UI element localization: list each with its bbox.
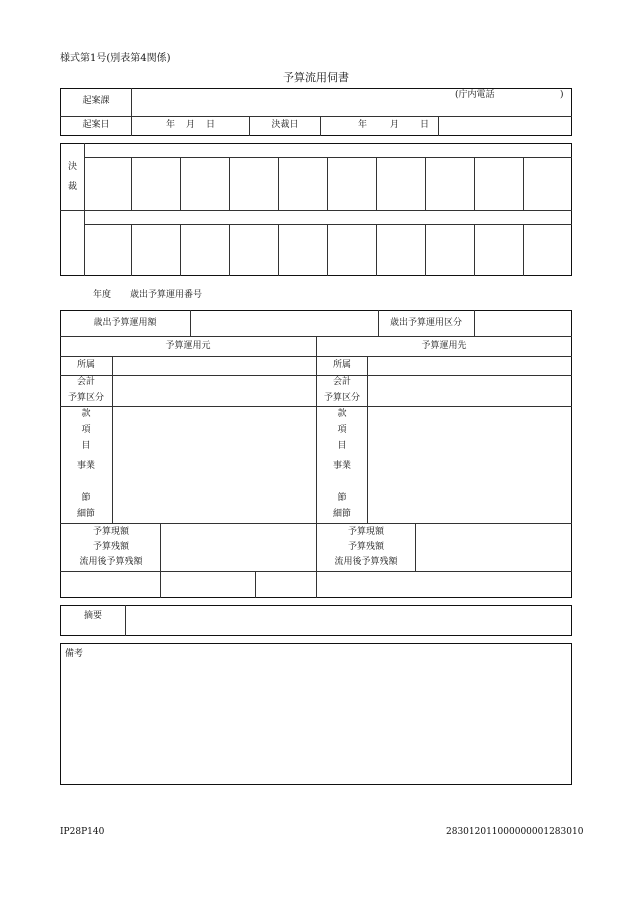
decision-label-1: 決 bbox=[68, 162, 78, 172]
source-kou-label: 項 bbox=[81, 425, 91, 435]
dest-kan-label: 款 bbox=[337, 409, 347, 419]
dest-moku-label: 目 bbox=[337, 441, 347, 451]
divider bbox=[320, 116, 321, 136]
divider bbox=[60, 116, 572, 117]
divider bbox=[131, 224, 132, 276]
divider bbox=[249, 116, 250, 136]
source-account-label: 会計 bbox=[76, 377, 96, 387]
source-project-label: 事業 bbox=[76, 461, 96, 471]
dest-current-label: 予算現額 bbox=[347, 527, 385, 537]
divider bbox=[376, 224, 377, 276]
number-label: 歳出予算運用番号 bbox=[130, 290, 203, 300]
amount-label: 歳出予算運用額 bbox=[93, 318, 157, 328]
category-label: 歳出予算運用区分 bbox=[389, 318, 463, 328]
form-label: 様式第1号(別表第4関係) bbox=[60, 53, 171, 64]
dest-account-label: 会計 bbox=[332, 377, 352, 387]
divider bbox=[316, 336, 317, 598]
draft-date-label: 起案日 bbox=[82, 120, 110, 130]
summary-label: 摘要 bbox=[83, 611, 103, 621]
divider bbox=[523, 157, 524, 210]
source-division-label: 予算区分 bbox=[67, 393, 105, 403]
divider bbox=[131, 157, 132, 210]
divider bbox=[229, 157, 230, 210]
dest-belong-label: 所属 bbox=[332, 360, 352, 370]
divider bbox=[160, 523, 161, 598]
divider bbox=[378, 310, 379, 336]
summary-field[interactable] bbox=[128, 607, 568, 634]
remarks-field[interactable] bbox=[62, 665, 568, 781]
divider bbox=[278, 157, 279, 210]
divider bbox=[425, 224, 426, 276]
divider bbox=[367, 356, 368, 523]
draft-month-unit: 月 bbox=[186, 120, 196, 130]
divider bbox=[415, 523, 416, 571]
dest-saisetsu-label: 細節 bbox=[332, 509, 352, 519]
dept-field[interactable] bbox=[132, 90, 570, 114]
divider bbox=[125, 605, 126, 636]
divider bbox=[255, 571, 256, 598]
dest-project-label: 事業 bbox=[332, 461, 352, 471]
page-title: 予算流用伺書 bbox=[283, 71, 349, 84]
source-belong-label: 所属 bbox=[76, 360, 96, 370]
year-label: 年度 bbox=[93, 290, 112, 300]
decision-label-2: 裁 bbox=[68, 182, 78, 192]
divider bbox=[84, 224, 572, 225]
dest-kou-label: 項 bbox=[337, 425, 347, 435]
divider bbox=[523, 224, 524, 276]
dest-header: 予算運用先 bbox=[421, 341, 467, 351]
divider bbox=[84, 157, 572, 158]
divider bbox=[112, 356, 113, 523]
source-setsu-label: 節 bbox=[81, 493, 91, 503]
source-saisetsu-label: 細節 bbox=[76, 509, 96, 519]
phone-close: ) bbox=[560, 90, 564, 100]
source-remaining-label: 予算残額 bbox=[92, 542, 130, 552]
divider bbox=[474, 157, 475, 210]
dest-division-label: 予算区分 bbox=[323, 393, 361, 403]
divider bbox=[180, 157, 181, 210]
source-header: 予算運用元 bbox=[165, 341, 211, 351]
source-kan-label: 款 bbox=[81, 409, 91, 419]
source-current-label: 予算現額 bbox=[92, 527, 130, 537]
form-code: IP28P140 bbox=[60, 827, 105, 837]
divider bbox=[229, 224, 230, 276]
divider bbox=[376, 157, 377, 210]
decision-year-unit: 年 bbox=[358, 120, 368, 130]
divider bbox=[180, 224, 181, 276]
draft-year-unit: 年 bbox=[166, 120, 176, 130]
draft-day-unit: 日 bbox=[206, 120, 216, 130]
decision-month-unit: 月 bbox=[390, 120, 400, 130]
divider bbox=[327, 157, 328, 210]
dest-remaining-label: 予算残額 bbox=[347, 542, 385, 552]
source-moku-label: 目 bbox=[81, 441, 91, 451]
dest-setsu-label: 節 bbox=[337, 493, 347, 503]
decision-date-label: 決裁日 bbox=[271, 120, 299, 130]
divider bbox=[190, 310, 191, 336]
source-after-label: 流用後予算残額 bbox=[79, 557, 143, 567]
divider bbox=[438, 116, 439, 136]
divider bbox=[474, 310, 475, 336]
dest-after-label: 流用後予算残額 bbox=[334, 557, 398, 567]
divider bbox=[278, 224, 279, 276]
divider bbox=[327, 224, 328, 276]
divider bbox=[60, 210, 572, 211]
divider bbox=[474, 224, 475, 276]
phone-label: (庁内電話 bbox=[455, 90, 495, 100]
divider bbox=[425, 157, 426, 210]
dept-label: 起案課 bbox=[82, 96, 110, 106]
remarks-label: 備考 bbox=[65, 649, 84, 659]
decision-day-unit: 日 bbox=[420, 120, 430, 130]
serial-number: 28301201100000000128301​0 bbox=[446, 827, 584, 837]
